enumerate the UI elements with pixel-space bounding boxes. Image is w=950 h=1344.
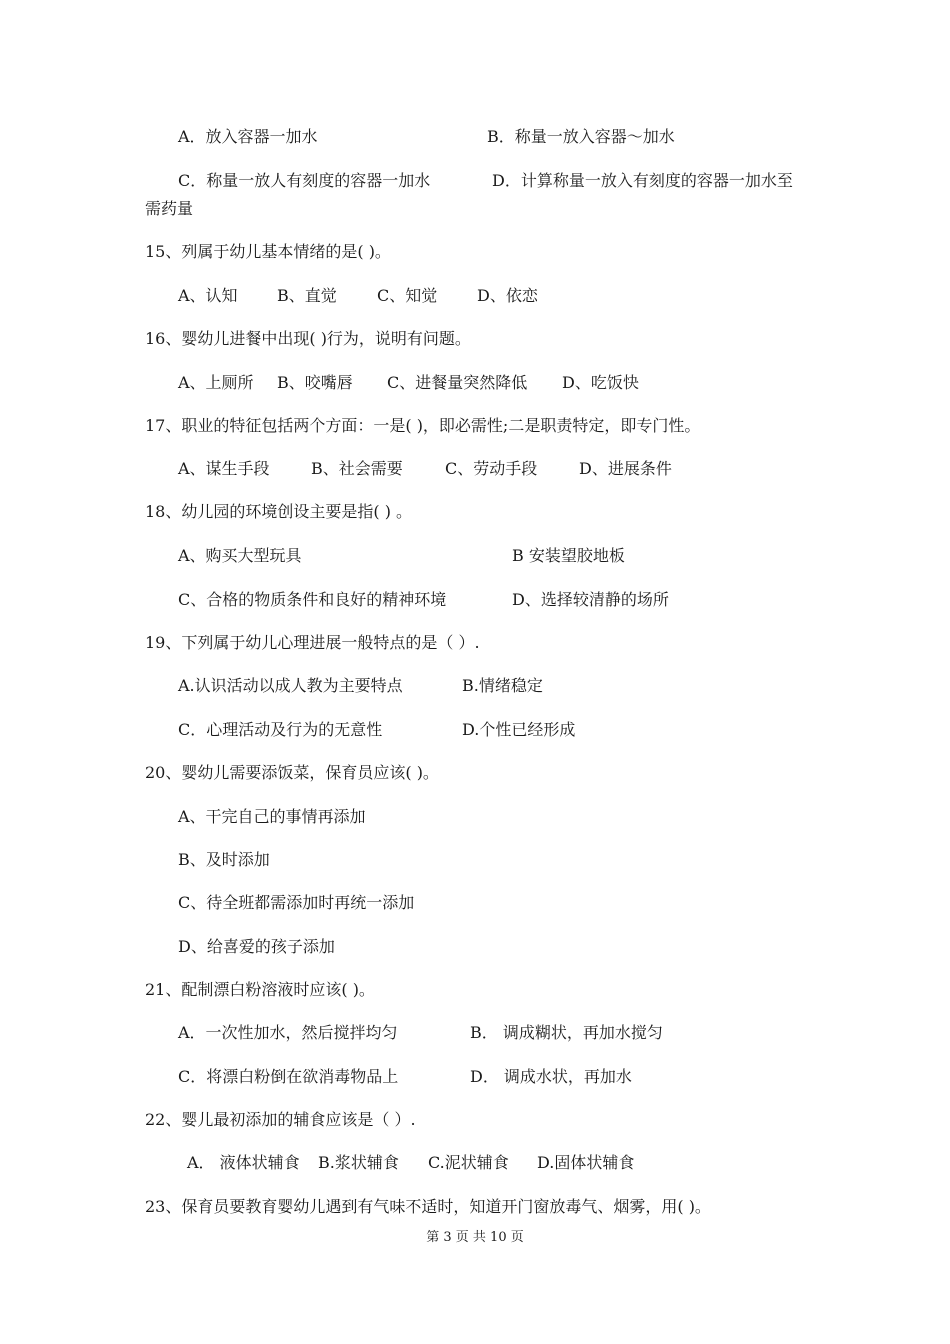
q20-option-a: A、干完自己的事情再添加 [178, 807, 366, 826]
q15-option-b: B、直觉 [277, 286, 337, 305]
q22-option-d: D.固体状辅食 [537, 1153, 635, 1172]
q16-option-d: D、吃饭快 [562, 373, 639, 392]
q15-option-a: A、认知 [178, 286, 238, 305]
q18-option-b: B 安装望胶地板 [512, 546, 625, 565]
q22-option-b: B.浆状辅食 [318, 1153, 399, 1172]
q19-option-c: C．心理活动及行为的无意性 [178, 720, 383, 739]
q23-stem: 23、保育员要教育婴幼儿遇到有气味不适时，知道开门窗放毒气、烟雾，用( )。 [145, 1197, 711, 1216]
q21-option-a: A．一次性加水，然后搅拌均匀 [178, 1023, 398, 1042]
q19-option-a: A.认识活动以成人教为主要特点 [178, 676, 403, 695]
q20-stem: 20、婴幼儿需要添饭菜，保育员应该( )。 [145, 763, 439, 782]
q20-option-b: B、及时添加 [178, 850, 270, 869]
q16-stem: 16、婴幼儿进餐中出现( )行为，说明有问题。 [145, 329, 471, 348]
q17-option-c: C、劳动手段 [445, 459, 538, 478]
q21-option-c: C．将漂白粉倒在欲消毒物品上 [178, 1067, 399, 1086]
q20-option-d: D、给喜爱的孩子添加 [178, 937, 335, 956]
q21-option-b: B． 调成糊状，再加水搅匀 [470, 1023, 663, 1042]
page-footer: 第 3 页 共 10 页 [426, 1230, 524, 1245]
q15-stem: 15、列属于幼儿基本情绪的是( )。 [145, 242, 391, 261]
q15-option-d: D、依恋 [477, 286, 538, 305]
q22-option-a: A． 液体状辅食 [187, 1153, 300, 1172]
q18-option-a: A、购买大型玩具 [178, 546, 302, 565]
q19-option-b: B.情绪稳定 [462, 676, 543, 695]
q22-stem: 22、婴儿最初添加的辅食应该是（ ）. [145, 1110, 416, 1129]
q18-option-d: D、选择较清静的场所 [512, 590, 669, 609]
q21-option-d: D． 调成水状，再加水 [470, 1067, 632, 1086]
q17-stem: 17、职业的特征包括两个方面：一是( )，即必需性;二是职责特定，即专门性。 [145, 416, 701, 435]
q14-option-d-continued: 需药量 [145, 199, 194, 218]
q17-option-a: A、谋生手段 [178, 459, 270, 478]
q20-option-c: C、待全班都需添加时再统一添加 [178, 893, 415, 912]
q14-option-b: B．称量一放入容器～加水 [487, 127, 675, 146]
q16-option-a: A、上厕所 [178, 373, 254, 392]
q19-stem: 19、下列属于幼儿心理进展一般特点的是（ ）. [145, 633, 480, 652]
q19-option-d: D.个性已经形成 [462, 720, 576, 739]
q22-option-c: C.泥状辅食 [428, 1153, 509, 1172]
q14-option-a: A．放入容器一加水 [178, 127, 318, 146]
q16-option-b: B、咬嘴唇 [277, 373, 353, 392]
q21-stem: 21、配制漂白粉溶液时应该( )。 [145, 980, 375, 999]
q16-option-c: C、进餐量突然降低 [387, 373, 528, 392]
q18-stem: 18、幼儿园的环境创设主要是指( ) 。 [145, 502, 413, 521]
q17-option-d: D、进展条件 [579, 459, 672, 478]
q18-option-c: C、合格的物质条件和良好的精神环境 [178, 590, 447, 609]
q17-option-b: B、社会需要 [311, 459, 403, 478]
q14-option-c: C．称量一放人有刻度的容器一加水 [178, 171, 431, 190]
q15-option-c: C、知觉 [377, 286, 438, 305]
q14-option-d: D．计算称量一放入有刻度的容器一加水至 [492, 171, 793, 190]
